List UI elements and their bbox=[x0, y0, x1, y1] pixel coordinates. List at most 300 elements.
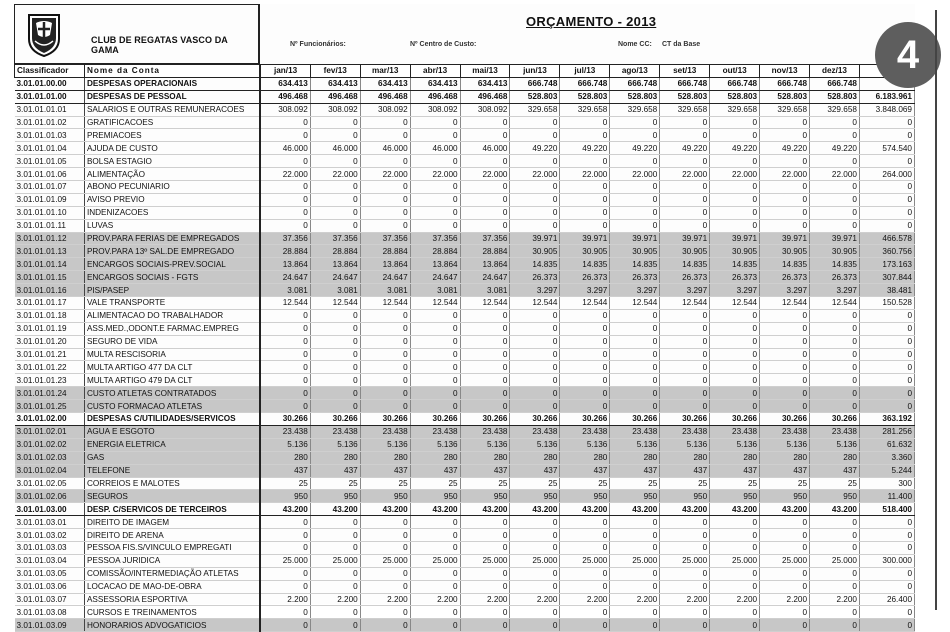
month-value: 0 bbox=[260, 335, 310, 348]
month-value: 39.971 bbox=[810, 232, 860, 245]
month-value: 0 bbox=[260, 516, 310, 529]
table-row bbox=[15, 129, 915, 142]
month-value: 25.000 bbox=[760, 554, 810, 567]
month-value: 30.266 bbox=[410, 413, 460, 426]
month-value: 5.136 bbox=[760, 438, 810, 451]
month-value: 528.803 bbox=[710, 90, 760, 103]
month-value: 0 bbox=[460, 374, 510, 387]
month-value: 329.658 bbox=[710, 103, 760, 116]
month-value: 0 bbox=[560, 181, 610, 194]
month-value: 0 bbox=[660, 606, 710, 619]
month-value: 0 bbox=[610, 567, 660, 580]
account-name: MULTA ARTIGO 479 DA CLT bbox=[84, 374, 260, 387]
month-value: 0 bbox=[810, 387, 860, 400]
month-value: 0 bbox=[310, 219, 360, 232]
total-value: 173.163 bbox=[859, 258, 914, 271]
month-value: 12.544 bbox=[660, 297, 710, 310]
month-value: 437 bbox=[360, 464, 410, 477]
month-value: 0 bbox=[560, 606, 610, 619]
table-row bbox=[15, 168, 915, 181]
account-code: 3.01.01.01.17 bbox=[15, 297, 85, 310]
month-value: 30.266 bbox=[710, 413, 760, 426]
column-header-month: mai/13 bbox=[460, 65, 510, 78]
month-value: 0 bbox=[560, 309, 610, 322]
table-row bbox=[15, 219, 915, 232]
account-code: 3.01.01.02.05 bbox=[15, 477, 85, 490]
month-value: 0 bbox=[610, 516, 660, 529]
month-value: 0 bbox=[510, 567, 560, 580]
month-value: 13.864 bbox=[360, 258, 410, 271]
table-row bbox=[15, 142, 915, 155]
total-value: 61.632 bbox=[859, 438, 914, 451]
account-code: 3.01.01.01.01 bbox=[15, 103, 85, 116]
total-value: 0 bbox=[859, 361, 914, 374]
month-value: 46.000 bbox=[410, 142, 460, 155]
month-value: 5.136 bbox=[710, 438, 760, 451]
month-value: 0 bbox=[760, 374, 810, 387]
month-value: 0 bbox=[610, 400, 660, 413]
month-value: 950 bbox=[660, 490, 710, 503]
month-value: 22.000 bbox=[760, 168, 810, 181]
month-value: 0 bbox=[260, 322, 310, 335]
month-value: 25 bbox=[310, 477, 360, 490]
total-value: 300 bbox=[859, 477, 914, 490]
month-value: 0 bbox=[360, 541, 410, 554]
month-value: 528.803 bbox=[760, 90, 810, 103]
month-value: 25.000 bbox=[460, 554, 510, 567]
month-value: 0 bbox=[710, 155, 760, 168]
month-value: 0 bbox=[510, 348, 560, 361]
month-value: 14.835 bbox=[560, 258, 610, 271]
month-value: 25 bbox=[260, 477, 310, 490]
month-value: 23.438 bbox=[460, 425, 510, 438]
month-value: 0 bbox=[710, 580, 760, 593]
month-value: 0 bbox=[610, 322, 660, 335]
table-row bbox=[15, 77, 915, 90]
month-value: 0 bbox=[560, 516, 610, 529]
month-value: 2.200 bbox=[360, 593, 410, 606]
month-value: 49.220 bbox=[760, 142, 810, 155]
month-value: 0 bbox=[560, 348, 610, 361]
account-code: 3.01.01.01.22 bbox=[15, 361, 85, 374]
month-value: 634.413 bbox=[460, 77, 510, 90]
month-value: 0 bbox=[660, 322, 710, 335]
table-row bbox=[15, 335, 915, 348]
month-value: 0 bbox=[510, 387, 560, 400]
month-value: 0 bbox=[660, 400, 710, 413]
account-name: CUSTO FORMACAO ATLETAS bbox=[84, 400, 260, 413]
month-value: 308.092 bbox=[360, 103, 410, 116]
account-code: 3.01.01.01.02 bbox=[15, 116, 85, 129]
account-code: 3.01.01.01.23 bbox=[15, 374, 85, 387]
month-value: 0 bbox=[710, 619, 760, 632]
table-row bbox=[15, 116, 915, 129]
month-value: 0 bbox=[810, 193, 860, 206]
month-value: 0 bbox=[710, 309, 760, 322]
month-value: 25 bbox=[560, 477, 610, 490]
month-value: 0 bbox=[410, 387, 460, 400]
month-value: 0 bbox=[610, 309, 660, 322]
month-value: 30.266 bbox=[660, 413, 710, 426]
month-value: 46.000 bbox=[310, 142, 360, 155]
month-value: 280 bbox=[760, 451, 810, 464]
month-value: 0 bbox=[260, 206, 310, 219]
month-value: 30.905 bbox=[510, 245, 560, 258]
month-value: 0 bbox=[460, 155, 510, 168]
month-value: 437 bbox=[810, 464, 860, 477]
month-value: 280 bbox=[410, 451, 460, 464]
total-value: 0 bbox=[859, 400, 914, 413]
account-name: PIS/PASEP bbox=[84, 284, 260, 297]
month-value: 437 bbox=[760, 464, 810, 477]
account-code: 3.01.01.01.03 bbox=[15, 129, 85, 142]
month-value: 43.200 bbox=[260, 503, 310, 516]
month-value: 5.136 bbox=[810, 438, 860, 451]
month-value: 0 bbox=[760, 567, 810, 580]
month-value: 0 bbox=[460, 116, 510, 129]
month-value: 0 bbox=[560, 400, 610, 413]
account-code: 3.01.01.03.04 bbox=[15, 554, 85, 567]
month-value: 666.748 bbox=[760, 77, 810, 90]
month-value: 437 bbox=[710, 464, 760, 477]
account-code: 3.01.01.01.09 bbox=[15, 193, 85, 206]
month-value: 280 bbox=[260, 451, 310, 464]
month-value: 0 bbox=[460, 580, 510, 593]
account-code: 3.01.01.03.07 bbox=[15, 593, 85, 606]
month-value: 30.266 bbox=[610, 413, 660, 426]
month-value: 0 bbox=[610, 129, 660, 142]
account-name: ASS.MED.,ODONT.E FARMAC.EMPREG bbox=[84, 322, 260, 335]
account-name: MULTA ARTIGO 477 DA CLT bbox=[84, 361, 260, 374]
month-value: 23.438 bbox=[810, 425, 860, 438]
month-value: 5.136 bbox=[260, 438, 310, 451]
table-row bbox=[15, 580, 915, 593]
month-value: 14.835 bbox=[660, 258, 710, 271]
month-value: 0 bbox=[360, 309, 410, 322]
account-code: 3.01.01.03.06 bbox=[15, 580, 85, 593]
month-value: 28.884 bbox=[260, 245, 310, 258]
month-value: 0 bbox=[560, 361, 610, 374]
month-value: 0 bbox=[460, 361, 510, 374]
month-value: 0 bbox=[310, 155, 360, 168]
month-value: 23.438 bbox=[710, 425, 760, 438]
month-value: 329.658 bbox=[560, 103, 610, 116]
month-value: 0 bbox=[710, 387, 760, 400]
month-value: 0 bbox=[410, 619, 460, 632]
account-name: ENCARGOS SOCIAIS - FGTS bbox=[84, 271, 260, 284]
table-row bbox=[15, 554, 915, 567]
total-value: 0 bbox=[859, 116, 914, 129]
month-value: 0 bbox=[560, 116, 610, 129]
month-value: 634.413 bbox=[410, 77, 460, 90]
month-value: 0 bbox=[760, 348, 810, 361]
month-value: 0 bbox=[560, 335, 610, 348]
month-value: 28.884 bbox=[360, 245, 410, 258]
account-code: 3.01.01.01.13 bbox=[15, 245, 85, 258]
account-code: 3.01.01.01.16 bbox=[15, 284, 85, 297]
total-value: 363.192 bbox=[859, 413, 914, 426]
account-name: DESPESAS DE PESSOAL bbox=[84, 90, 260, 103]
month-value: 25.000 bbox=[810, 554, 860, 567]
month-value: 2.200 bbox=[810, 593, 860, 606]
column-header-month: dez/13 bbox=[810, 65, 860, 78]
table-row bbox=[15, 503, 915, 516]
month-value: 0 bbox=[660, 116, 710, 129]
total-value: 0 bbox=[859, 567, 914, 580]
month-value: 0 bbox=[710, 529, 760, 542]
table-body bbox=[15, 77, 915, 631]
month-value: 37.356 bbox=[260, 232, 310, 245]
month-value: 43.200 bbox=[310, 503, 360, 516]
month-value: 437 bbox=[260, 464, 310, 477]
total-value: 307.844 bbox=[859, 271, 914, 284]
month-value: 2.200 bbox=[610, 593, 660, 606]
month-value: 0 bbox=[310, 348, 360, 361]
table-row bbox=[15, 206, 915, 219]
account-code: 3.01.01.01.15 bbox=[15, 271, 85, 284]
month-value: 0 bbox=[810, 335, 860, 348]
page-title: ORÇAMENTO - 2013 bbox=[526, 14, 657, 29]
account-code: 3.01.01.03.00 bbox=[15, 503, 85, 516]
total-value: 466.578 bbox=[859, 232, 914, 245]
month-value: 0 bbox=[310, 580, 360, 593]
month-value: 12.544 bbox=[410, 297, 460, 310]
month-value: 0 bbox=[810, 361, 860, 374]
month-value: 49.220 bbox=[810, 142, 860, 155]
table-row bbox=[15, 464, 915, 477]
account-name: DIREITO DE ARENA bbox=[84, 529, 260, 542]
month-value: 666.748 bbox=[660, 77, 710, 90]
month-value: 0 bbox=[360, 129, 410, 142]
month-value: 12.544 bbox=[460, 297, 510, 310]
month-value: 0 bbox=[360, 322, 410, 335]
month-value: 26.373 bbox=[510, 271, 560, 284]
month-value: 0 bbox=[810, 116, 860, 129]
funcionarios-label: Nº Funcionários: bbox=[290, 41, 346, 48]
month-value: 0 bbox=[760, 606, 810, 619]
month-value: 0 bbox=[660, 516, 710, 529]
month-value: 0 bbox=[610, 181, 660, 194]
month-value: 0 bbox=[810, 541, 860, 554]
account-name: AJUDA DE CUSTO bbox=[84, 142, 260, 155]
month-value: 0 bbox=[560, 619, 610, 632]
total-value: 518.400 bbox=[859, 503, 914, 516]
month-value: 0 bbox=[310, 529, 360, 542]
month-value: 22.000 bbox=[510, 168, 560, 181]
month-value: 329.658 bbox=[610, 103, 660, 116]
column-header-classificador: Classificador bbox=[15, 65, 85, 78]
month-value: 0 bbox=[260, 219, 310, 232]
month-value: 0 bbox=[410, 400, 460, 413]
total-value: 0 bbox=[859, 348, 914, 361]
month-value: 0 bbox=[610, 619, 660, 632]
total-value: 0 bbox=[859, 219, 914, 232]
month-value: 37.356 bbox=[360, 232, 410, 245]
month-value: 0 bbox=[760, 219, 810, 232]
total-value: 0 bbox=[859, 322, 914, 335]
month-value: 0 bbox=[360, 219, 410, 232]
account-name: SEGUROS bbox=[84, 490, 260, 503]
month-value: 25 bbox=[810, 477, 860, 490]
month-value: 528.803 bbox=[610, 90, 660, 103]
account-name: TELEFONE bbox=[84, 464, 260, 477]
month-value: 0 bbox=[310, 181, 360, 194]
month-value: 0 bbox=[460, 322, 510, 335]
month-value: 0 bbox=[710, 606, 760, 619]
account-name: DESP. C/SERVICOS DE TERCEIROS bbox=[84, 503, 260, 516]
month-value: 634.413 bbox=[360, 77, 410, 90]
month-value: 25 bbox=[460, 477, 510, 490]
month-value: 0 bbox=[710, 322, 760, 335]
month-value: 30.905 bbox=[560, 245, 610, 258]
table-row bbox=[15, 193, 915, 206]
month-value: 0 bbox=[360, 181, 410, 194]
month-value: 24.647 bbox=[360, 271, 410, 284]
month-value: 0 bbox=[760, 400, 810, 413]
month-value: 30.266 bbox=[460, 413, 510, 426]
total-value: 11.400 bbox=[859, 490, 914, 503]
month-value: 49.220 bbox=[610, 142, 660, 155]
account-code: 3.01.01.01.04 bbox=[15, 142, 85, 155]
month-value: 3.081 bbox=[360, 284, 410, 297]
month-value: 30.266 bbox=[560, 413, 610, 426]
month-value: 22.000 bbox=[260, 168, 310, 181]
month-value: 437 bbox=[460, 464, 510, 477]
month-value: 26.373 bbox=[710, 271, 760, 284]
month-value: 0 bbox=[460, 541, 510, 554]
month-value: 280 bbox=[610, 451, 660, 464]
month-value: 280 bbox=[510, 451, 560, 464]
month-value: 0 bbox=[310, 116, 360, 129]
total-value: 3.360 bbox=[859, 451, 914, 464]
month-value: 0 bbox=[510, 193, 560, 206]
month-value: 43.200 bbox=[810, 503, 860, 516]
month-value: 0 bbox=[410, 348, 460, 361]
month-value: 0 bbox=[760, 529, 810, 542]
account-name: DIREITO DE IMAGEM bbox=[84, 516, 260, 529]
month-value: 437 bbox=[560, 464, 610, 477]
month-value: 0 bbox=[360, 335, 410, 348]
account-name: DESPESAS OPERACIONAIS bbox=[84, 77, 260, 90]
month-value: 0 bbox=[410, 116, 460, 129]
month-value: 2.200 bbox=[410, 593, 460, 606]
month-value: 0 bbox=[660, 361, 710, 374]
month-value: 25.000 bbox=[560, 554, 610, 567]
month-value: 24.647 bbox=[260, 271, 310, 284]
month-value: 25 bbox=[610, 477, 660, 490]
month-value: 43.200 bbox=[610, 503, 660, 516]
month-value: 0 bbox=[560, 567, 610, 580]
month-value: 0 bbox=[760, 541, 810, 554]
account-name: LUVAS bbox=[84, 219, 260, 232]
total-value: 281.256 bbox=[859, 425, 914, 438]
month-value: 26.373 bbox=[660, 271, 710, 284]
account-code: 3.01.01.01.07 bbox=[15, 181, 85, 194]
month-value: 0 bbox=[810, 619, 860, 632]
table-row bbox=[15, 477, 915, 490]
month-value: 23.438 bbox=[410, 425, 460, 438]
total-value: 0 bbox=[859, 580, 914, 593]
table-row bbox=[15, 451, 915, 464]
account-name: DESPESAS C/UTILIDADES/SERVICOS bbox=[84, 413, 260, 426]
table-row bbox=[15, 348, 915, 361]
month-value: 12.544 bbox=[510, 297, 560, 310]
month-value: 2.200 bbox=[460, 593, 510, 606]
month-value: 0 bbox=[360, 529, 410, 542]
table-row bbox=[15, 490, 915, 503]
month-value: 0 bbox=[260, 309, 310, 322]
month-value: 5.136 bbox=[560, 438, 610, 451]
month-value: 0 bbox=[760, 387, 810, 400]
month-value: 0 bbox=[460, 400, 510, 413]
account-code: 3.01.01.01.18 bbox=[15, 309, 85, 322]
month-value: 0 bbox=[410, 206, 460, 219]
month-value: 666.748 bbox=[810, 77, 860, 90]
month-value: 30.905 bbox=[760, 245, 810, 258]
month-value: 0 bbox=[760, 361, 810, 374]
month-value: 25.000 bbox=[310, 554, 360, 567]
month-value: 30.266 bbox=[760, 413, 810, 426]
month-value: 0 bbox=[260, 374, 310, 387]
month-value: 26.373 bbox=[610, 271, 660, 284]
account-name: LOCACAO DE MAO-DE-OBRA bbox=[84, 580, 260, 593]
column-header-month: set/13 bbox=[660, 65, 710, 78]
month-value: 23.438 bbox=[760, 425, 810, 438]
month-value: 0 bbox=[460, 529, 510, 542]
account-name: SALARIOS E OUTRAS REMUNERACOES bbox=[84, 103, 260, 116]
month-value: 0 bbox=[510, 322, 560, 335]
total-value: 150.528 bbox=[859, 297, 914, 310]
month-value: 437 bbox=[610, 464, 660, 477]
month-value: 280 bbox=[710, 451, 760, 464]
table-row bbox=[15, 245, 915, 258]
account-name: AVISO PREVIO bbox=[84, 193, 260, 206]
table-row bbox=[15, 297, 915, 310]
month-value: 950 bbox=[560, 490, 610, 503]
scan-edge-line bbox=[935, 10, 937, 610]
account-name: ENCARGOS SOCIAIS-PREV.SOCIAL bbox=[84, 258, 260, 271]
nome-cc-value: CT da Base bbox=[662, 41, 701, 48]
month-value: 2.200 bbox=[260, 593, 310, 606]
month-value: 0 bbox=[410, 181, 460, 194]
month-value: 0 bbox=[710, 400, 760, 413]
month-value: 30.905 bbox=[710, 245, 760, 258]
month-value: 0 bbox=[310, 619, 360, 632]
month-value: 0 bbox=[660, 309, 710, 322]
month-value: 12.544 bbox=[810, 297, 860, 310]
month-value: 0 bbox=[410, 322, 460, 335]
month-value: 0 bbox=[310, 322, 360, 335]
table-row bbox=[15, 155, 915, 168]
month-value: 0 bbox=[310, 361, 360, 374]
month-value: 0 bbox=[460, 206, 510, 219]
account-code: 3.01.01.02.04 bbox=[15, 464, 85, 477]
month-value: 0 bbox=[410, 335, 460, 348]
month-value: 46.000 bbox=[360, 142, 410, 155]
month-value: 37.356 bbox=[310, 232, 360, 245]
total-value: 0 bbox=[859, 335, 914, 348]
month-value: 950 bbox=[460, 490, 510, 503]
month-value: 30.266 bbox=[260, 413, 310, 426]
month-value: 280 bbox=[310, 451, 360, 464]
vasco-shield-icon bbox=[27, 13, 61, 57]
column-header-month: mar/13 bbox=[360, 65, 410, 78]
month-value: 0 bbox=[810, 400, 860, 413]
month-value: 950 bbox=[510, 490, 560, 503]
account-name: BOLSA ESTAGIO bbox=[84, 155, 260, 168]
month-value: 28.884 bbox=[410, 245, 460, 258]
month-value: 0 bbox=[760, 129, 810, 142]
